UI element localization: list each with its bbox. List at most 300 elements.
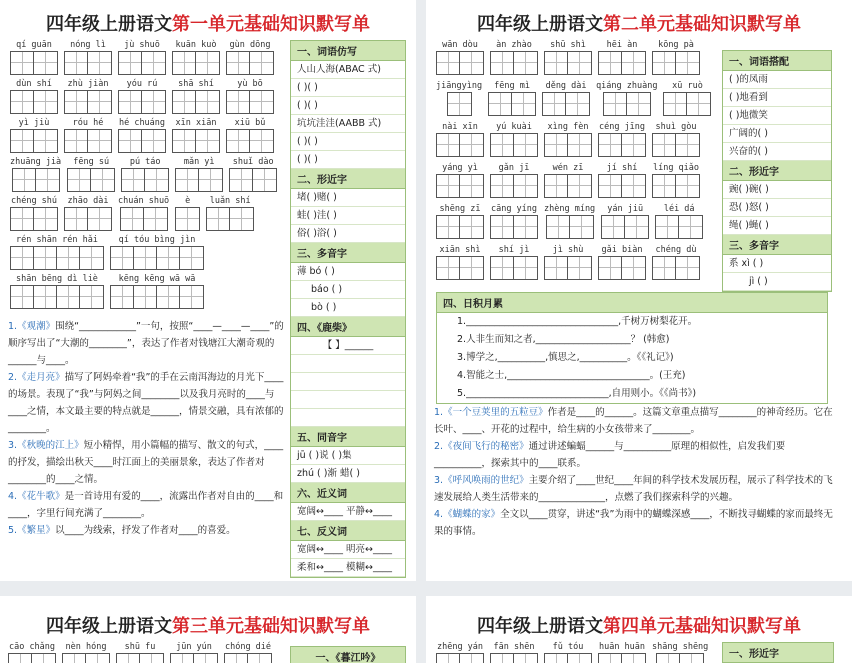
tianzige-cell[interactable] — [622, 654, 645, 663]
tianzige-cell[interactable] — [568, 175, 591, 197]
writing-boxes[interactable] — [226, 129, 274, 153]
writing-boxes[interactable] — [598, 256, 646, 280]
tianzige-cell[interactable] — [599, 654, 622, 663]
writing-boxes[interactable] — [170, 653, 218, 663]
tianzige-cell[interactable] — [80, 247, 103, 269]
tianzige-cell[interactable] — [489, 93, 512, 115]
tianzige-cell[interactable] — [491, 257, 514, 279]
tianzige-cell[interactable] — [545, 52, 568, 74]
tianzige-cell[interactable] — [145, 169, 168, 191]
pinyin-label: shū fu — [124, 642, 156, 652]
pinyin-label: shí jì — [498, 245, 530, 255]
tianzige-cell[interactable] — [545, 175, 568, 197]
pinyin-label: cāo chǎng — [8, 642, 56, 652]
pinyin-row — [10, 79, 274, 114]
side-row: ( )( ) — [291, 151, 405, 169]
note-item: 4.《蝴蝶的家》全文以____贯穿，讲述“我”为雨中的蝴蝶深感____，不断找寻蝴蝶的家而最终无果的事情。 — [434, 509, 833, 537]
tianzige-cell[interactable] — [57, 286, 80, 308]
side-row: 薄 bó ( ) — [291, 263, 405, 281]
tianzige-cell[interactable] — [11, 52, 34, 74]
tianzige-cell[interactable] — [88, 208, 111, 230]
tianzige-cell[interactable] — [437, 257, 460, 279]
writing-boxes[interactable] — [121, 168, 169, 192]
pinyin-row — [436, 204, 703, 239]
writing-boxes[interactable] — [172, 90, 220, 114]
page-title: 四年级上册语文第三单元基础知识默写单 — [46, 616, 370, 637]
side-row: ( )( ) — [291, 133, 405, 151]
side-row: 蛙( )洼( ) — [291, 207, 405, 225]
word-item — [544, 245, 592, 280]
writing-boxes[interactable] — [447, 92, 472, 116]
tianzige-cell[interactable] — [134, 247, 157, 269]
writing-boxes[interactable] — [120, 207, 168, 231]
tianzige-cell[interactable] — [676, 175, 699, 197]
tianzige-cell[interactable] — [664, 93, 687, 115]
writing-boxes[interactable] — [652, 256, 700, 280]
riji-row: 1.________________________________,千树万树梨花开。 — [457, 316, 698, 327]
word-item — [655, 204, 703, 239]
tianzige-cell[interactable] — [545, 654, 568, 663]
word-item — [436, 642, 484, 663]
tianzige-cell[interactable] — [568, 134, 591, 156]
tianzige-cell[interactable] — [11, 91, 34, 113]
writing-boxes[interactable] — [490, 174, 538, 198]
tianzige-cell[interactable] — [657, 654, 680, 663]
writing-boxes[interactable] — [116, 653, 164, 663]
tianzige-cell[interactable] — [599, 175, 622, 197]
tianzige-cell[interactable] — [34, 208, 57, 230]
tianzige-cell[interactable] — [11, 286, 34, 308]
tianzige-cell[interactable] — [460, 216, 483, 238]
pinyin-label: chéng shú — [10, 196, 58, 206]
word-item — [64, 118, 112, 153]
writing-boxes[interactable] — [490, 256, 538, 280]
tianzige-cell[interactable] — [34, 247, 57, 269]
word-item — [544, 163, 592, 198]
tianzige-cell[interactable] — [250, 130, 273, 152]
tianzige-cell[interactable] — [65, 130, 88, 152]
writing-boxes[interactable] — [110, 285, 204, 309]
tianzige-cell[interactable] — [547, 216, 570, 238]
writing-boxes[interactable] — [598, 51, 646, 75]
tianzige-cell[interactable] — [207, 208, 230, 230]
side-row: ( )地看到 — [723, 89, 831, 107]
side-row: jì ( ) — [723, 273, 831, 291]
writing-boxes[interactable] — [544, 51, 592, 75]
pinyin-label: shān bēng dì liè — [16, 274, 98, 284]
pinyin-label: líng qiǎo — [652, 163, 700, 173]
worksheet-unit-3 — [0, 596, 416, 663]
word-item — [121, 157, 169, 192]
tianzige-cell[interactable] — [9, 654, 32, 663]
tianzige-cell[interactable] — [142, 91, 165, 113]
tianzige-cell[interactable] — [512, 93, 535, 115]
section-head: 二、形近字 — [723, 161, 831, 181]
tianzige-cell[interactable] — [11, 130, 34, 152]
tianzige-cell[interactable] — [88, 91, 111, 113]
word-item — [652, 642, 708, 663]
pinyin-label: mǎn yì — [183, 157, 215, 167]
side-row: 豌( )碗( ) — [723, 181, 831, 199]
writing-boxes[interactable] — [62, 653, 110, 663]
tianzige-cell[interactable] — [622, 175, 645, 197]
writing-boxes[interactable] — [652, 174, 700, 198]
tianzige-cell[interactable] — [57, 247, 80, 269]
writing-boxes[interactable] — [12, 168, 60, 192]
tianzige-cell[interactable] — [248, 654, 271, 663]
writing-boxes[interactable] — [10, 285, 104, 309]
writing-boxes[interactable] — [64, 90, 112, 114]
pinyin-label: xìng fèn — [547, 122, 589, 132]
writing-boxes[interactable] — [175, 207, 200, 231]
writing-boxes[interactable] — [652, 51, 700, 75]
pinyin-label: gǎn jī — [498, 163, 530, 173]
pinyin-label: jí shí — [606, 163, 638, 173]
tianzige-cell[interactable] — [111, 286, 134, 308]
tianzige-cell[interactable] — [545, 134, 568, 156]
writing-boxes[interactable] — [490, 133, 538, 157]
tianzige-cell[interactable] — [121, 208, 144, 230]
writing-boxes[interactable] — [226, 90, 274, 114]
tianzige-cell[interactable] — [140, 654, 163, 663]
tianzige-cell[interactable] — [173, 130, 196, 152]
tianzige-cell[interactable] — [34, 52, 57, 74]
tianzige-cell[interactable] — [227, 52, 250, 74]
tianzige-cell[interactable] — [460, 175, 483, 197]
tianzige-cell[interactable] — [91, 169, 114, 191]
tianzige-cell[interactable] — [227, 130, 250, 152]
tianzige-cell[interactable] — [491, 654, 514, 663]
writing-boxes[interactable] — [10, 51, 58, 75]
word-item — [544, 642, 592, 663]
tianzige-cell[interactable] — [119, 52, 142, 74]
word-item — [598, 642, 646, 663]
pinyin-row — [436, 40, 700, 75]
writing-boxes[interactable] — [601, 215, 649, 239]
writing-boxes[interactable] — [488, 92, 536, 116]
worksheet-unit-4 — [426, 596, 852, 663]
tianzige-cell[interactable] — [676, 52, 699, 74]
pinyin-row — [10, 40, 274, 75]
tianzige-cell[interactable] — [63, 654, 86, 663]
tianzige-cell[interactable] — [32, 654, 55, 663]
word-item — [544, 40, 592, 75]
pinyin-row — [10, 157, 277, 192]
tianzige-cell[interactable] — [687, 93, 710, 115]
tianzige-cell[interactable] — [227, 91, 250, 113]
tianzige-cell[interactable] — [65, 91, 88, 113]
tianzige-cell[interactable] — [13, 169, 36, 191]
writing-boxes[interactable] — [655, 215, 703, 239]
writing-boxes[interactable] — [490, 51, 538, 75]
tianzige-cell[interactable] — [568, 257, 591, 279]
tianzige-cell[interactable] — [134, 286, 157, 308]
writing-boxes[interactable] — [64, 51, 112, 75]
word-item — [226, 79, 274, 114]
tianzige-cell[interactable] — [653, 52, 676, 74]
tianzige-cell[interactable] — [680, 654, 703, 663]
tianzige-cell[interactable] — [514, 52, 537, 74]
tianzige-cell[interactable] — [157, 286, 180, 308]
word-item — [490, 122, 538, 157]
writing-boxes[interactable] — [10, 207, 58, 231]
note-item: 3.《秋晚的江上》短小精悍，用小篇幅的描写、散文的句式，____的抒发，描绘出秋天____时江面上的美丽景象，表达了作者对________的____之情。 — [8, 440, 284, 485]
tianzige-cell[interactable] — [34, 91, 57, 113]
tianzige-cell[interactable] — [653, 134, 676, 156]
tianzige-cell[interactable] — [514, 257, 537, 279]
pinyin-label: jì shù — [552, 245, 584, 255]
word-item — [67, 157, 115, 192]
riji-row: 4.智能之士,______________________________。(王充) — [457, 370, 686, 381]
tianzige-cell[interactable] — [65, 52, 88, 74]
writing-boxes[interactable] — [544, 133, 592, 157]
writing-boxes[interactable] — [64, 207, 112, 231]
tianzige-cell[interactable] — [176, 169, 199, 191]
writing-boxes[interactable] — [175, 168, 223, 192]
tianzige-cell[interactable] — [448, 93, 471, 115]
tianzige-cell[interactable] — [491, 175, 514, 197]
writing-boxes[interactable] — [656, 653, 704, 663]
tianzige-cell[interactable] — [599, 257, 622, 279]
tianzige-cell[interactable] — [68, 169, 91, 191]
tianzige-cell[interactable] — [604, 93, 627, 115]
tianzige-cell[interactable] — [568, 52, 591, 74]
tianzige-cell[interactable] — [173, 91, 196, 113]
writing-boxes[interactable] — [118, 129, 166, 153]
page-title: 四年级上册语文第四单元基础知识默写单 — [477, 616, 801, 637]
writing-boxes[interactable] — [544, 174, 592, 198]
word-item — [118, 118, 166, 153]
tianzige-cell[interactable] — [566, 93, 589, 115]
writing-boxes[interactable] — [172, 51, 220, 75]
tianzige-cell[interactable] — [34, 130, 57, 152]
tianzige-cell[interactable] — [599, 134, 622, 156]
tianzige-cell[interactable] — [230, 208, 253, 230]
tianzige-cell[interactable] — [570, 216, 593, 238]
writing-boxes[interactable] — [544, 256, 592, 280]
writing-boxes[interactable] — [598, 653, 646, 663]
tianzige-cell[interactable] — [543, 93, 566, 115]
pinyin-label: shū shì — [550, 40, 586, 50]
section-head: 四、《鹿柴》 — [291, 317, 405, 337]
writing-boxes[interactable] — [206, 207, 254, 231]
tianzige-cell[interactable] — [437, 216, 460, 238]
writing-boxes[interactable] — [226, 51, 274, 75]
tianzige-cell[interactable] — [80, 286, 103, 308]
tianzige-cell[interactable] — [11, 208, 34, 230]
tianzige-cell[interactable] — [514, 175, 537, 197]
side-panel — [722, 50, 832, 292]
tianzige-cell[interactable] — [514, 654, 537, 663]
writing-boxes[interactable] — [490, 653, 538, 663]
side-row: 人山人海(ABAC 式) — [291, 61, 405, 79]
writing-boxes[interactable] — [436, 653, 484, 663]
pinyin-row — [10, 118, 274, 153]
writing-boxes[interactable] — [436, 256, 484, 280]
writing-boxes[interactable] — [436, 51, 484, 75]
tianzige-cell[interactable] — [491, 52, 514, 74]
tianzige-cell[interactable] — [196, 91, 219, 113]
writing-boxes[interactable] — [172, 129, 220, 153]
pinyin-label: jiāngyìng — [436, 81, 483, 91]
pinyin-label: yán jiū — [607, 204, 644, 214]
writing-boxes[interactable] — [546, 215, 594, 239]
tianzige-cell[interactable] — [250, 91, 273, 113]
writing-boxes[interactable] — [118, 90, 166, 114]
tianzige-cell[interactable] — [622, 134, 645, 156]
tianzige-cell[interactable] — [437, 654, 460, 663]
tianzige-cell[interactable] — [460, 654, 483, 663]
writing-boxes[interactable] — [652, 133, 700, 157]
tianzige-cell[interactable] — [199, 169, 222, 191]
tianzige-cell[interactable] — [253, 169, 276, 191]
tianzige-cell[interactable] — [625, 216, 648, 238]
word-item — [8, 642, 56, 663]
tianzige-cell[interactable] — [111, 247, 134, 269]
writing-boxes[interactable] — [10, 129, 58, 153]
tianzige-cell[interactable] — [656, 216, 679, 238]
pinyin-label: qí guān — [16, 40, 52, 50]
word-item — [488, 81, 536, 116]
tianzige-cell[interactable] — [653, 175, 676, 197]
pinyin-label: nèn hóng — [65, 642, 107, 652]
word-item — [436, 40, 484, 75]
tianzige-cell[interactable] — [514, 134, 537, 156]
pinyin-label: chéng dù — [655, 245, 697, 255]
writing-boxes[interactable] — [436, 133, 484, 157]
word-item — [229, 157, 277, 192]
tianzige-cell[interactable] — [122, 169, 145, 191]
tianzige-cell[interactable] — [460, 134, 483, 156]
pinyin-label: jù shuō — [124, 40, 160, 50]
tianzige-cell[interactable] — [142, 52, 165, 74]
tianzige-cell[interactable] — [196, 52, 219, 74]
writing-boxes[interactable] — [64, 129, 112, 153]
writing-boxes[interactable] — [598, 174, 646, 198]
tianzige-cell[interactable] — [676, 257, 699, 279]
tianzige-cell[interactable] — [437, 134, 460, 156]
tianzige-cell[interactable] — [653, 257, 676, 279]
tianzige-cell[interactable] — [599, 52, 622, 74]
word-item — [436, 204, 484, 239]
tianzige-cell[interactable] — [230, 169, 253, 191]
tianzige-cell[interactable] — [491, 216, 514, 238]
tianzige-cell[interactable] — [602, 216, 625, 238]
side-row: 俗( )浴( ) — [291, 225, 405, 243]
note-item: 3.《呼风唤雨的世纪》主要介绍了____世纪____年间的科学技术发展历程，展示了科学技术的飞速发展给人类生活带来的______________，点燃了我们探索科学的兴趣。 — [434, 475, 833, 503]
tianzige-cell[interactable] — [34, 286, 57, 308]
writing-boxes[interactable] — [436, 174, 484, 198]
pinyin-label: xīn xiān — [175, 118, 217, 128]
writing-boxes[interactable] — [67, 168, 115, 192]
tianzige-cell[interactable] — [545, 257, 568, 279]
word-item — [652, 245, 700, 280]
word-item — [652, 122, 700, 157]
writing-boxes[interactable] — [10, 90, 58, 114]
word-item — [172, 40, 220, 75]
tianzige-cell[interactable] — [88, 52, 111, 74]
writing-boxes[interactable] — [436, 215, 484, 239]
word-item — [172, 79, 220, 114]
tianzige-cell[interactable] — [36, 169, 59, 191]
side-row — [291, 373, 405, 391]
pinyin-row — [10, 274, 204, 309]
tianzige-cell[interactable] — [679, 216, 702, 238]
tianzige-cell[interactable] — [627, 93, 650, 115]
tianzige-cell[interactable] — [460, 52, 483, 74]
pinyin-label: kēng kēng wā wā — [118, 274, 196, 284]
word-item — [10, 235, 104, 270]
tianzige-cell[interactable] — [568, 654, 591, 663]
tianzige-cell[interactable] — [180, 247, 203, 269]
tianzige-cell[interactable] — [11, 247, 34, 269]
tianzige-cell[interactable] — [460, 257, 483, 279]
word-item — [663, 81, 711, 116]
tianzige-cell[interactable] — [676, 134, 699, 156]
pinyin-label: děng dài — [545, 81, 587, 91]
writing-boxes[interactable] — [224, 653, 272, 663]
tianzige-cell[interactable] — [196, 130, 219, 152]
tianzige-cell[interactable] — [65, 208, 88, 230]
pinyin-label: wén zī — [552, 163, 584, 173]
tianzige-cell[interactable] — [119, 130, 142, 152]
tianzige-cell[interactable] — [119, 91, 142, 113]
writing-boxes[interactable] — [603, 92, 651, 116]
tianzige-cell[interactable] — [437, 175, 460, 197]
tianzige-cell[interactable] — [225, 654, 248, 663]
tianzige-cell[interactable] — [86, 654, 109, 663]
tianzige-cell[interactable] — [514, 216, 537, 238]
note-item: 2.《夜间飞行的秘密》通过讲述蝙蝠______与__________原理的相似性，启发我们要__________，探索其中的____联系。 — [434, 441, 786, 469]
side-row: jū ( )说 ( )集 — [291, 447, 405, 465]
tianzige-cell[interactable] — [180, 286, 203, 308]
tianzige-cell[interactable] — [144, 208, 167, 230]
tianzige-cell[interactable] — [157, 247, 180, 269]
tianzige-cell[interactable] — [194, 654, 217, 663]
writing-boxes[interactable] — [118, 51, 166, 75]
word-item — [110, 235, 204, 270]
writing-boxes[interactable] — [598, 133, 646, 157]
tianzige-cell[interactable] — [142, 130, 165, 152]
tianzige-cell[interactable] — [622, 257, 645, 279]
writing-boxes[interactable] — [10, 246, 104, 270]
pinyin-label: xiān shì — [439, 245, 481, 255]
pinyin-label: nài xīn — [442, 122, 478, 132]
pinyin-label: kōng pà — [658, 40, 694, 50]
tianzige-cell[interactable] — [176, 208, 199, 230]
side-row: bò ( ) — [291, 299, 405, 317]
tianzige-cell[interactable] — [173, 52, 196, 74]
writing-boxes[interactable] — [663, 92, 711, 116]
writing-boxes[interactable] — [544, 653, 592, 663]
side-row: 恐( )怒( ) — [723, 199, 831, 217]
writing-boxes[interactable] — [229, 168, 277, 192]
writing-boxes[interactable] — [8, 653, 56, 663]
writing-boxes[interactable] — [490, 215, 538, 239]
tianzige-cell[interactable] — [437, 52, 460, 74]
tianzige-cell[interactable] — [250, 52, 273, 74]
tianzige-cell[interactable] — [117, 654, 140, 663]
tianzige-cell[interactable] — [88, 130, 111, 152]
tianzige-cell[interactable] — [622, 52, 645, 74]
writing-boxes[interactable] — [110, 246, 204, 270]
word-item — [436, 163, 484, 198]
pinyin-label: zhuāng jià — [10, 157, 62, 167]
writing-boxes[interactable] — [542, 92, 590, 116]
tianzige-cell[interactable] — [491, 134, 514, 156]
pinyin-label: shēng zī — [439, 204, 481, 214]
tianzige-cell[interactable] — [171, 654, 194, 663]
